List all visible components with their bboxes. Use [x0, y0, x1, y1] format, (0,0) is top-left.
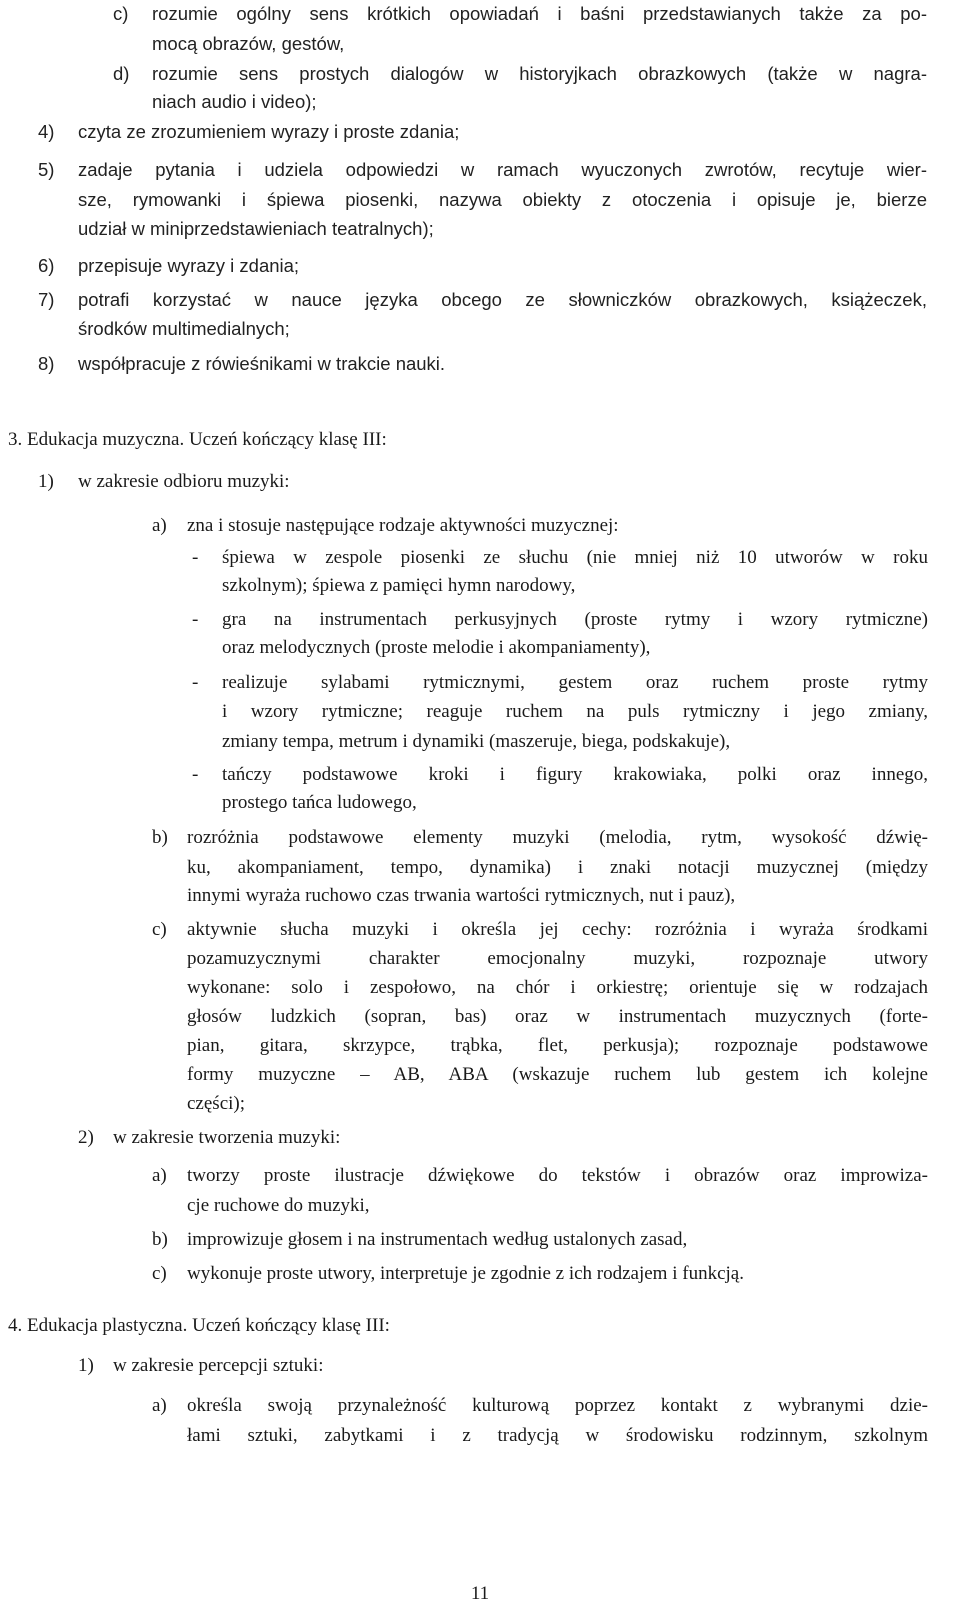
list-marker: 5) — [38, 159, 55, 180]
list-item-text: przepisuje wyrazy i zdania; — [78, 255, 300, 276]
list-marker: 4) — [38, 121, 55, 142]
list-marker: 2) — [78, 1127, 94, 1148]
list-marker: b) — [152, 827, 168, 848]
list-item-text: sze, rymowanki i śpiewa piosenki, nazywa obiekty z otoczenia i opisuje je, bierze — [78, 189, 927, 210]
list-item-text: czyta ze zrozumieniem wyrazy i proste zdania; — [78, 121, 460, 142]
list-item-text: ku, akompaniament, tempo, dynamika) i znaki notacji muzycznej (między — [187, 857, 928, 878]
list-item-text: i wzory rytmiczne; reaguje ruchem na puls rytmiczny i jego zmiany, — [222, 701, 928, 722]
list-marker: d) — [113, 63, 130, 84]
dash-marker: - — [192, 764, 199, 785]
list-item-text: łami sztuki, zabytkami i z tradycją w środowisku rodzinnym, szkolnym — [187, 1425, 928, 1446]
list-item-text: aktywnie słucha muzyki i określa jej cechy: rozróżnia i wyraża środkami — [187, 919, 928, 940]
list-marker: a) — [152, 515, 167, 536]
list-item-text: zmiany tempa, metrum i dynamiki (maszeruje, biega, podskakuje), — [222, 731, 731, 752]
subsection-heading: w zakresie percepcji sztuki: — [113, 1355, 324, 1376]
list-item-text: szkolnym); śpiewa z pamięci hymn narodowy, — [222, 575, 576, 596]
list-item-text: śpiewa w zespole piosenki ze słuchu (nie mniej niż 10 utworów w roku — [222, 547, 928, 568]
list-item-text: wykonane: solo i zespołowo, na chór i orkiestrę; orientuje się w rodzajach — [187, 977, 928, 998]
list-item-text: tańczy podstawowe kroki i figury krakowiaka, polki oraz innego, — [222, 764, 928, 785]
list-item-text: współpracuje z rówieśnikami w trakcie nauki. — [78, 353, 446, 374]
list-item-text: mocą obrazów, gestów, — [152, 33, 345, 54]
list-item-text: formy muzyczne – AB, ABA (wskazuje ruchem lub gestem ich kolejne — [187, 1064, 928, 1085]
list-item-text: niach audio i video); — [152, 91, 317, 112]
list-item-text: udział w miniprzedstawieniach teatralnych); — [78, 218, 434, 239]
list-item-text: określa swoją przynależność kulturową poprzez kontakt z wybranymi dzie- — [187, 1395, 928, 1416]
list-marker: a) — [152, 1165, 167, 1186]
list-item-text: pian, gitara, skrzypce, trąbka, flet, perkusja); rozpoznaje podstawowe — [187, 1035, 928, 1056]
dash-marker: - — [192, 547, 199, 568]
list-item-text: rozumie ogólny sens krótkich opowiadań i baśni przedstawianych także za po- — [152, 3, 927, 24]
list-item-text: gra na instrumentach perkusyjnych (proste rytmy i wzory rytmiczne) — [222, 609, 928, 630]
list-marker: 6) — [38, 255, 55, 276]
list-item-text: zadaje pytania i udziela odpowiedzi w ramach wyuczonych zwrotów, recytuje wier- — [78, 159, 927, 180]
list-item-text: tworzy proste ilustracje dźwiękowe do tekstów i obrazów oraz improwiza- — [187, 1165, 928, 1186]
list-item-text: rozumie sens prostych dialogów w historyjkach obrazkowych (także w nagra- — [152, 63, 927, 84]
list-item-text: środków multimedialnych; — [78, 318, 290, 339]
page-number: 11 — [470, 1583, 490, 1604]
list-item-text: wykonuje proste utwory, interpretuje je zgodnie z ich rodzajem i funkcją. — [187, 1263, 744, 1284]
list-marker: c) — [152, 919, 167, 940]
list-item-text: realizuje sylabami rytmicznymi, gestem oraz ruchem proste rytmy — [222, 672, 928, 693]
list-marker: 7) — [38, 289, 55, 310]
list-marker: b) — [152, 1229, 168, 1250]
list-item-text: głosów ludzkich (sopran, bas) oraz w instrumentach muzycznych (forte- — [187, 1006, 928, 1027]
subsection-heading: w zakresie tworzenia muzyki: — [113, 1127, 341, 1148]
list-marker: 8) — [38, 353, 55, 374]
section-heading: 4. Edukacja plastyczna. Uczeń kończący klasę III: — [8, 1315, 390, 1336]
list-marker: c) — [152, 1263, 167, 1284]
list-item-text: pozamuzycznymi charakter emocjonalny muzyki, rozpoznaje utwory — [187, 948, 928, 969]
list-item-text: cje ruchowe do muzyki, — [187, 1195, 370, 1216]
list-item-text: części); — [187, 1093, 246, 1114]
list-item-text: zna i stosuje następujące rodzaje aktywności muzycznej: — [187, 515, 619, 536]
section-heading: 3. Edukacja muzyczna. Uczeń kończący klasę III: — [8, 429, 387, 450]
list-marker: 1) — [78, 1355, 94, 1376]
list-item-text: potrafi korzystać w nauce języka obcego ze słowniczków obrazkowych, książeczek, — [78, 289, 927, 310]
list-marker: a) — [152, 1395, 167, 1416]
dash-marker: - — [192, 672, 199, 693]
list-item-text: improwizuje głosem i na instrumentach według ustalonych zasad, — [187, 1229, 688, 1250]
list-item-text: prostego tańca ludowego, — [222, 792, 417, 813]
dash-marker: - — [192, 609, 199, 630]
list-item-text: innymi wyraża ruchowo czas trwania wartości rytmicznych, nut i pauz), — [187, 885, 736, 906]
list-marker: c) — [113, 3, 129, 24]
list-item-text: oraz melodycznych (proste melodie i akompaniamenty), — [222, 637, 651, 658]
list-item-text: rozróżnia podstawowe elementy muzyki (melodia, rytm, wysokość dźwię- — [187, 827, 928, 848]
subsection-heading: w zakresie odbioru muzyki: — [78, 471, 290, 492]
list-marker: 1) — [38, 471, 54, 492]
